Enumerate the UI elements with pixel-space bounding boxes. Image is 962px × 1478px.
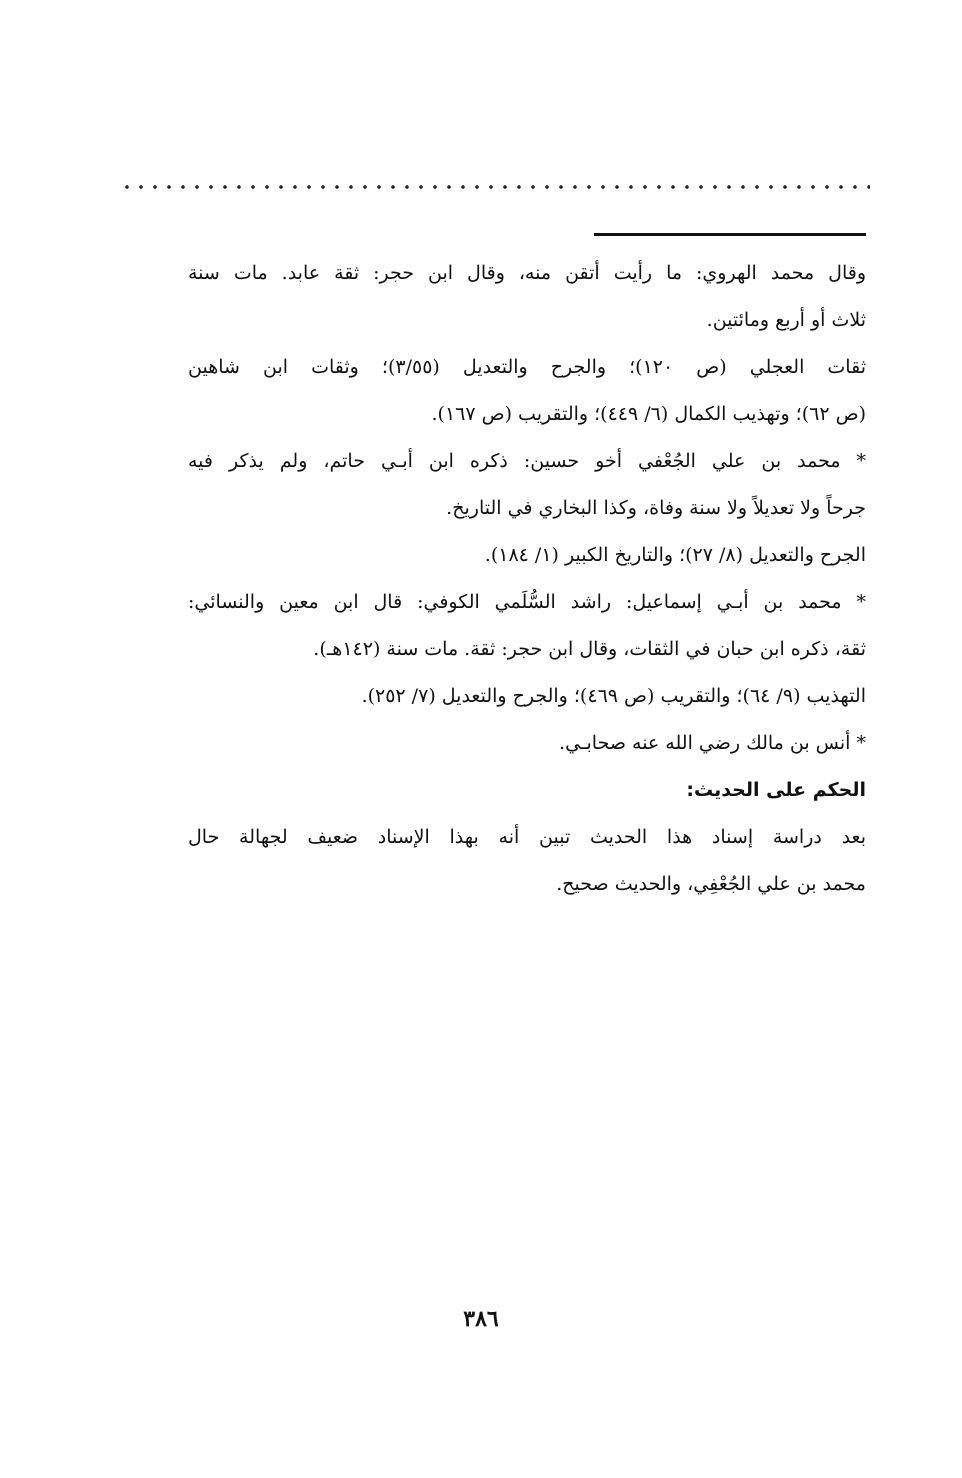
text-line: التهذيب (٩/ ٦٤)؛ والتقريب (ص ٤٦٩)؛ والجرح والتعديل (٧/ ٢٥٢). xyxy=(361,685,866,707)
text-line: محمد بن علي الجُعْفِي، والحديث صحيح. xyxy=(556,873,866,895)
text-line: ثقة، ذكره ابن حبان في الثقات، وقال ابن حجر: ثقة. مات سنة (١٤٢هـ). xyxy=(313,638,866,660)
text-line: بعد دراسة إسناد هذا الحديث تبين أنه بهذا الإسناد ضعيف لجهالة حال xyxy=(188,826,866,848)
text-line: جرحاً ولا تعديلاً ولا سنة وفاة، وكذا البخاري في التاريخ. xyxy=(446,497,866,519)
text-line: وقال محمد الهروي: ما رأيت أتقن منه، وقال ابن حجر: ثقة عابد. مات سنة xyxy=(188,262,866,284)
section-heading: الحكم على الحديث: xyxy=(686,779,866,801)
dotted-separator xyxy=(120,181,870,193)
page-number: ٣٨٦ xyxy=(463,1306,499,1332)
text-line: * أنس بن مالك رضي الله عنه صحابـي. xyxy=(559,732,866,754)
text-line: ثلاث أو أربع ومائتين. xyxy=(706,309,866,331)
text-line: ثقات العجلي (ص ١٢٠)؛ والجرح والتعديل (٣/٥٥)؛ وثقات ابن شاهين xyxy=(188,356,866,378)
footnote-text xyxy=(188,250,866,908)
text-line: (ص ٦٢)؛ وتهذيب الكمال (٦/ ٤٤٩)؛ والتقريب (ص ١٦٧). xyxy=(431,403,866,425)
footnote-rule xyxy=(594,233,866,236)
text-line: الجرح والتعديل (٨/ ٢٧)؛ والتاريخ الكبير (١/ ١٨٤). xyxy=(484,544,866,566)
text-line: * محمد بن أبـي إسماعيل: راشد السُّلَمي الكوفي: قال ابن معين والنسائي: xyxy=(188,591,866,613)
text-line: * محمد بن علي الجُعْفي أخو حسين: ذكره ابن أبـي حاتم، ولم يذكر فيه xyxy=(188,450,866,472)
